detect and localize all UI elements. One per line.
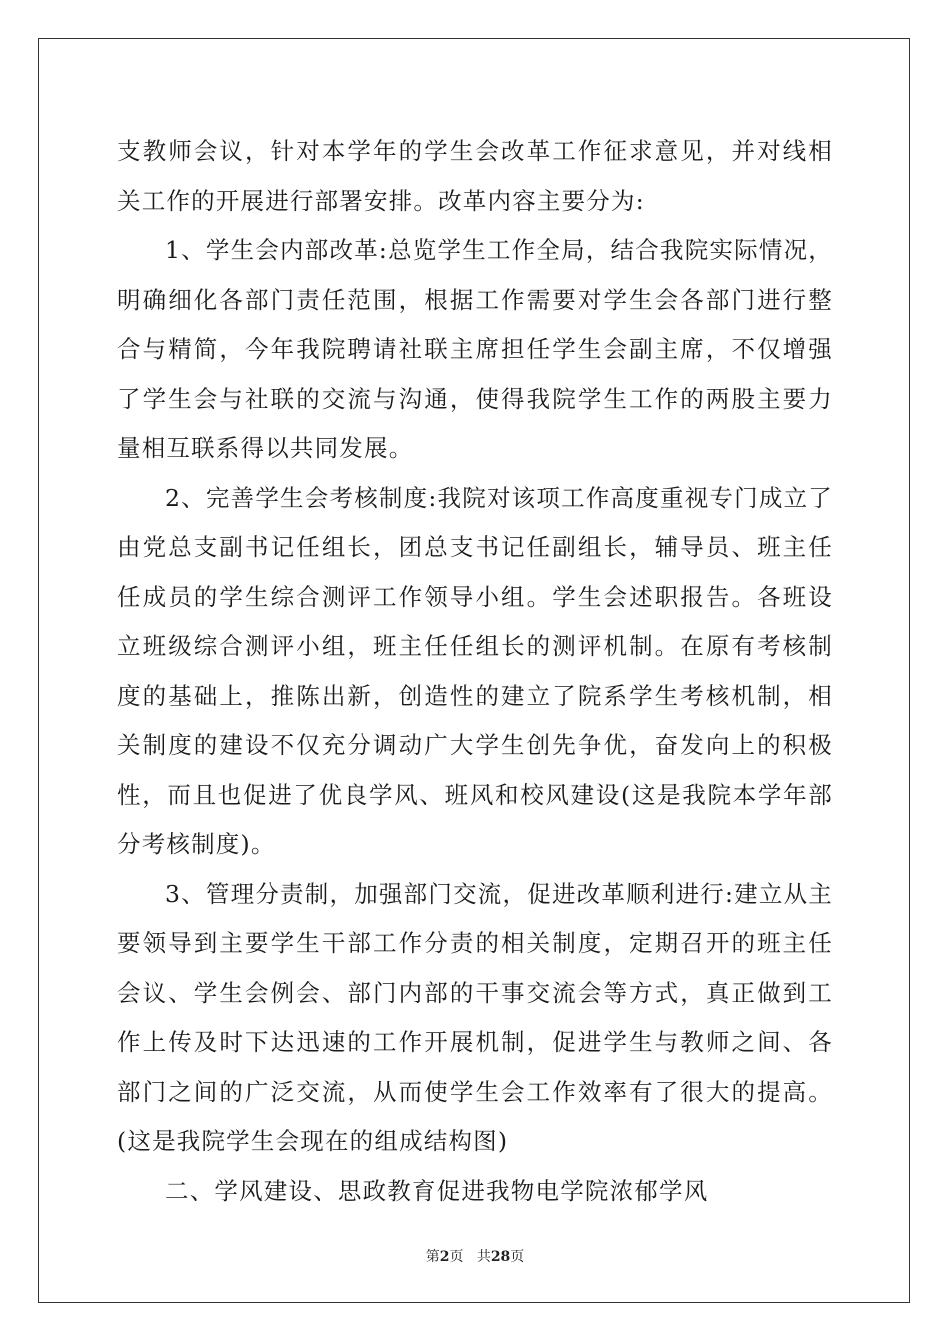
footer-total-prefix: 共	[476, 1249, 491, 1265]
paragraph-item-3: 3、管理分责制，加强部门交流，促进改革顺利进行:建立从主要领导到主要学生干部工作分责的相关制度，定期召开的班主任会议、学生会例会、部门内部的干事交流会等方式，真正做到工作上传及时下达迅速的工作开展机制，促进学生与教师之间、各部门之间的广泛交流，从而使学生会工作效率有了很大的提高。(这是我院学生会现在的组成结构图)	[117, 879, 833, 1155]
paragraph-item-2: 2、完善学生会考核制度:我院对该项工作高度重视专门成立了由党总支副书记任组长，团总支书记任副组长，辅导员、班主任任成员的学生综合测评工作领导小组。学生会述职报告。各班设立班级综合测评小组，班主任任组长的测评机制。在原有考核制度的基础上，推陈出新，创造性的建立了院系学生考核机制，相关制度的建设不仅充分调动广大学生创先争优，奋发向上的积极性，而且也促进了优良学风、班风和校风建设(这是我院本学年部分考核制度)。	[117, 483, 833, 858]
footer-page-prefix: 第	[425, 1249, 440, 1265]
paragraph-continuation: 支教师会议，针对本学年的学生会改革工作征求意见，并对线相关工作的开展进行部署安排。改革内容主要分为:	[117, 137, 833, 215]
footer-total-suffix: 页	[510, 1249, 525, 1265]
footer-page-suffix: 页	[449, 1249, 464, 1265]
footer-page-number: 2	[439, 1249, 450, 1265]
section-heading: 二、学风建设、思政教育促进我物电学院浓郁学风	[165, 1176, 709, 1205]
footer-total-pages: 28	[490, 1249, 511, 1265]
paragraph-item-1: 1、学生会内部改革:总览学生工作全局，结合我院实际情况，明确细化各部门责任范围，根据工作需要对学生会各部门进行整合与精简，今年我院聘请社联主席担任学生会副主席，不仅增强了学生会与社联的交流与沟通，使得我院学生工作的两股主要力量相互联系得以共同发展。	[117, 236, 833, 462]
page-footer	[0, 1246, 950, 1266]
document-body	[117, 127, 833, 1216]
